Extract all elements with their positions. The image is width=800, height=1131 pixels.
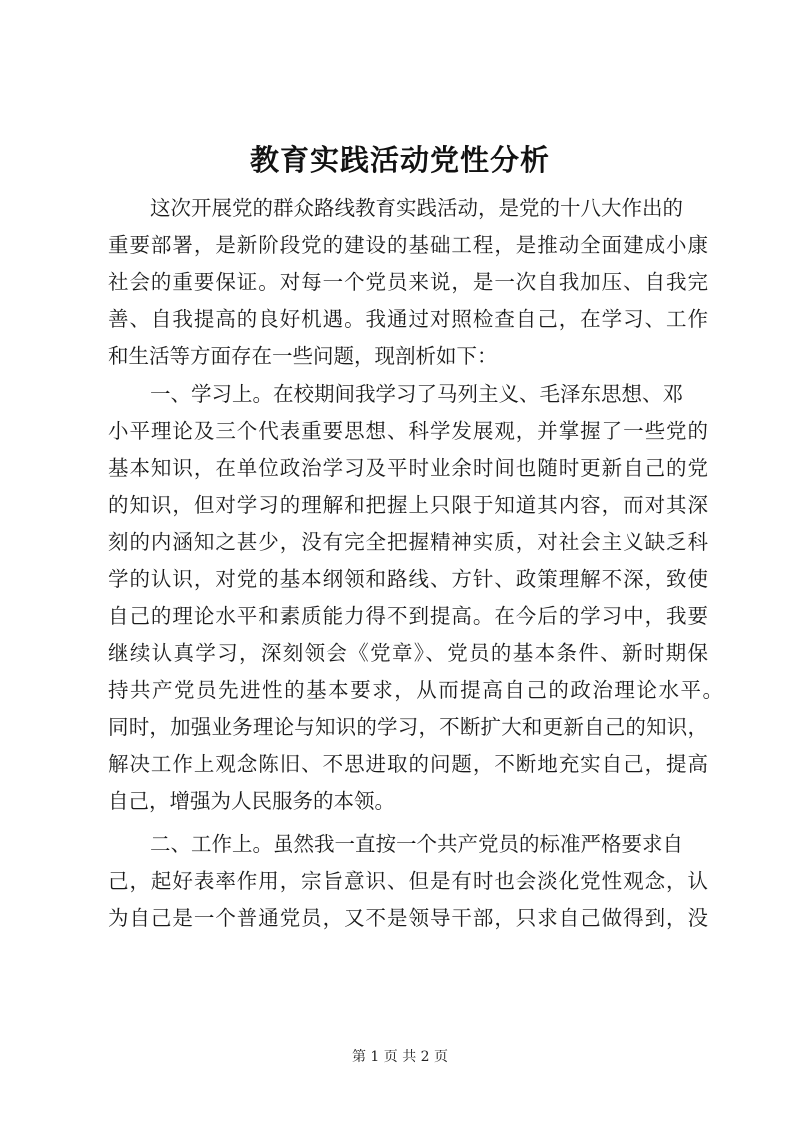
paragraph-line: 善、自我提高的良好机遇。我通过对照检查自己，在学习、工作 <box>108 307 708 331</box>
paragraph-line: 二、工作上。虽然我一直按一个共产党员的标准严格要求自 <box>150 832 683 856</box>
page-number-footer: 第 1 页 共 2 页 <box>351 1049 449 1065</box>
paragraph-line: 持共产党员先进性的基本要求，从而提高自己的政治理论水平。 <box>108 678 723 702</box>
paragraph-line: 为自己是一个普通党员，又不是领导干部，只求自己做得到，没 <box>108 906 708 930</box>
paragraph-line: 继续认真学习，深刻领会《党章》、党员的基本条件、新时期保 <box>108 641 708 665</box>
paragraph-line: 己，起好表率作用，宗旨意识、但是有时也会淡化党性观念，认 <box>108 869 708 893</box>
paragraph-line: 小平理论及三个代表重要思想、科学发展观，并掌握了一些党的 <box>108 419 708 443</box>
paragraph-line: 解决工作上观念陈旧、不思进取的问题，不断地充实自己，提高 <box>108 752 708 776</box>
paragraph-line: 这次开展党的群众路线教育实践活动，是党的十八大作出的 <box>150 196 683 220</box>
paragraph-line: 刻的内涵知之甚少，没有完全把握精神实质，对社会主义缺乏科 <box>108 530 708 554</box>
paragraph-line: 自己，增强为人民服务的本领。 <box>108 789 395 813</box>
paragraph-line: 学的认识，对党的基本纲领和路线、方针、政策理解不深，致使 <box>108 567 708 591</box>
paragraph-line: 自己的理论水平和素质能力得不到提高。在今后的学习中，我要 <box>108 604 708 628</box>
document-title: 教育实践活动党性分析 <box>249 143 550 177</box>
paragraph-line: 基本知识，在单位政治学习及平时业余时间也随时更新自己的党 <box>108 456 708 480</box>
paragraph-line: 一、学习上。在校期间我学习了马列主义、毛泽东思想、邓 <box>150 382 683 406</box>
paragraph-line: 同时，加强业务理论与知识的学习，不断扩大和更新自己的知识， <box>108 715 708 739</box>
paragraph-line: 和生活等方面存在一些问题，现剖析如下： <box>108 344 498 368</box>
paragraph-line: 社会的重要保证。对每一个党员来说，是一次自我加压、自我完 <box>108 270 708 294</box>
paragraph-line: 的知识，但对学习的理解和把握上只限于知道其内容，而对其深 <box>108 493 708 517</box>
paragraph-line: 重要部署，是新阶段党的建设的基础工程，是推动全面建成小康 <box>108 233 708 257</box>
